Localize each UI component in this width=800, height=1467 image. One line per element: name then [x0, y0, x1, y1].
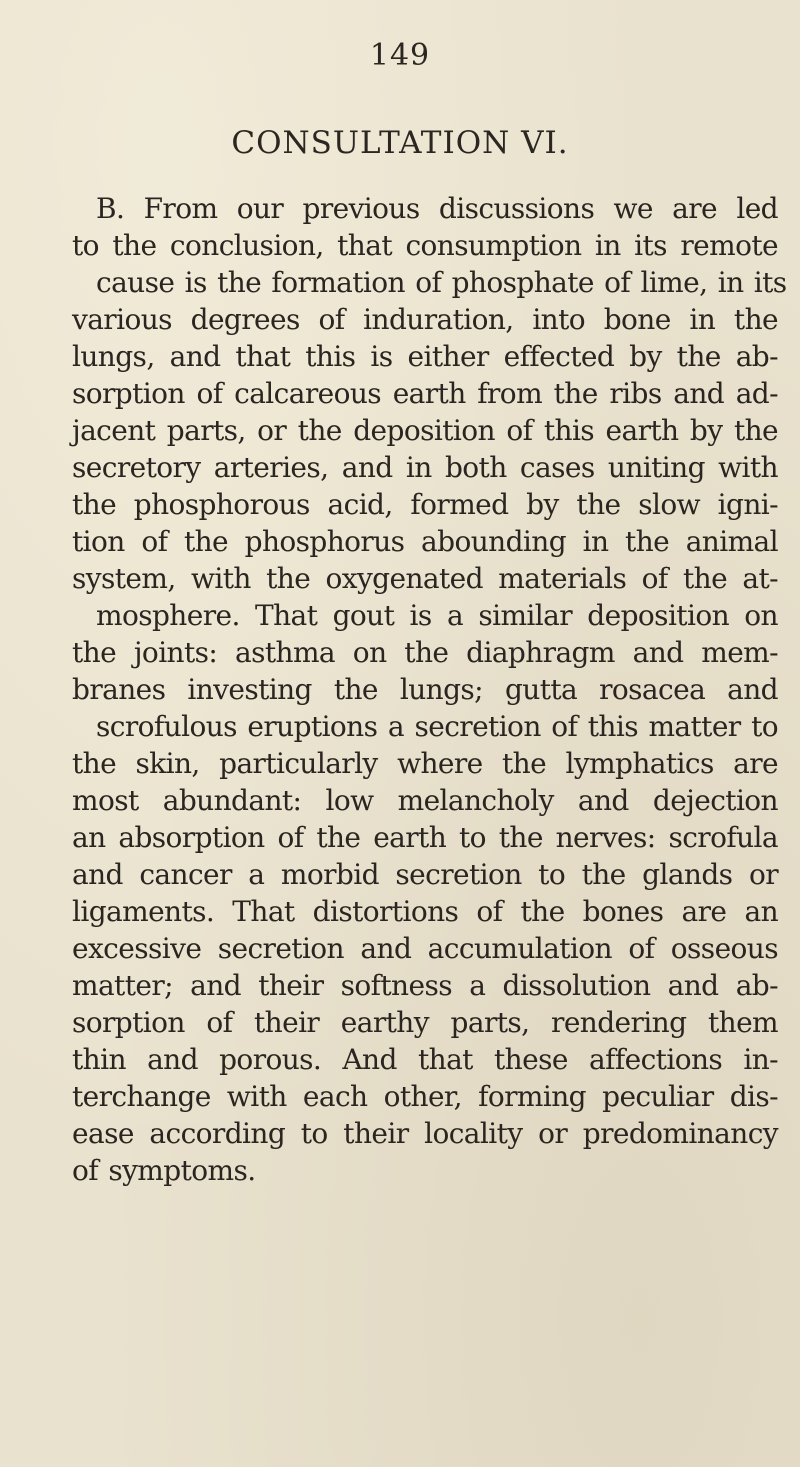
text-line: sorption of calcareous earth from the ribs and ad- [72, 377, 778, 410]
text-line: ligaments. That distortions of the bones are an [72, 895, 778, 928]
text-line: matter; and their softness a dissolution and ab- [72, 969, 778, 1002]
text-line: the phosphorous acid, formed by the slow igni- [72, 488, 778, 521]
text-line: terchange with each other, forming peculiar dis- [72, 1080, 778, 1113]
page-number: 149 [369, 38, 431, 73]
text-line: most abundant: low melancholy and dejection [72, 784, 778, 817]
body-paragraph [72, 190, 787, 1189]
text-line: tion of the phosphorus abounding in the animal [72, 525, 778, 558]
text-line: the skin, particularly where the lymphatics are [72, 747, 778, 780]
text-line: the joints: asthma on the diaphragm and mem- [72, 636, 778, 669]
text-line: excessive secretion and accumulation of osseous [72, 932, 778, 965]
text-line: branes investing the lungs; gutta rosacea and [72, 673, 778, 706]
text-line: various degrees of induration, into bone in the [72, 303, 778, 336]
text-line: to the conclusion, that consumption in its remote [72, 229, 778, 262]
text-line: sorption of their earthy parts, rendering them [72, 1006, 778, 1039]
section-heading: CONSULTATION VI. [231, 125, 569, 161]
text-line: thin and porous. And that these affections in- [72, 1043, 778, 1076]
text-line: system, with the oxygenated materials of the at- [72, 562, 778, 595]
text-line: jacent parts, or the deposition of this earth by the [72, 414, 778, 447]
text-line: of symptoms. [72, 1154, 256, 1187]
text-line: secretory arteries, and in both cases uniting with [72, 451, 778, 484]
text-line: B. From our previous discussions we are led [96, 192, 778, 225]
text-line: cause is the formation of phosphate of lime, in its [96, 266, 787, 299]
text-line: scrofulous eruptions a secretion of this matter to [96, 710, 778, 743]
text-line: ease according to their locality or predominancy [72, 1117, 778, 1150]
text-line: and cancer a morbid secretion to the glands or [72, 858, 778, 891]
text-line: mosphere. That gout is a similar deposition on [96, 599, 778, 632]
text-line: lungs, and that this is either effected by the ab- [72, 340, 778, 373]
text-line: an absorption of the earth to the nerves: scrofula [72, 821, 778, 854]
